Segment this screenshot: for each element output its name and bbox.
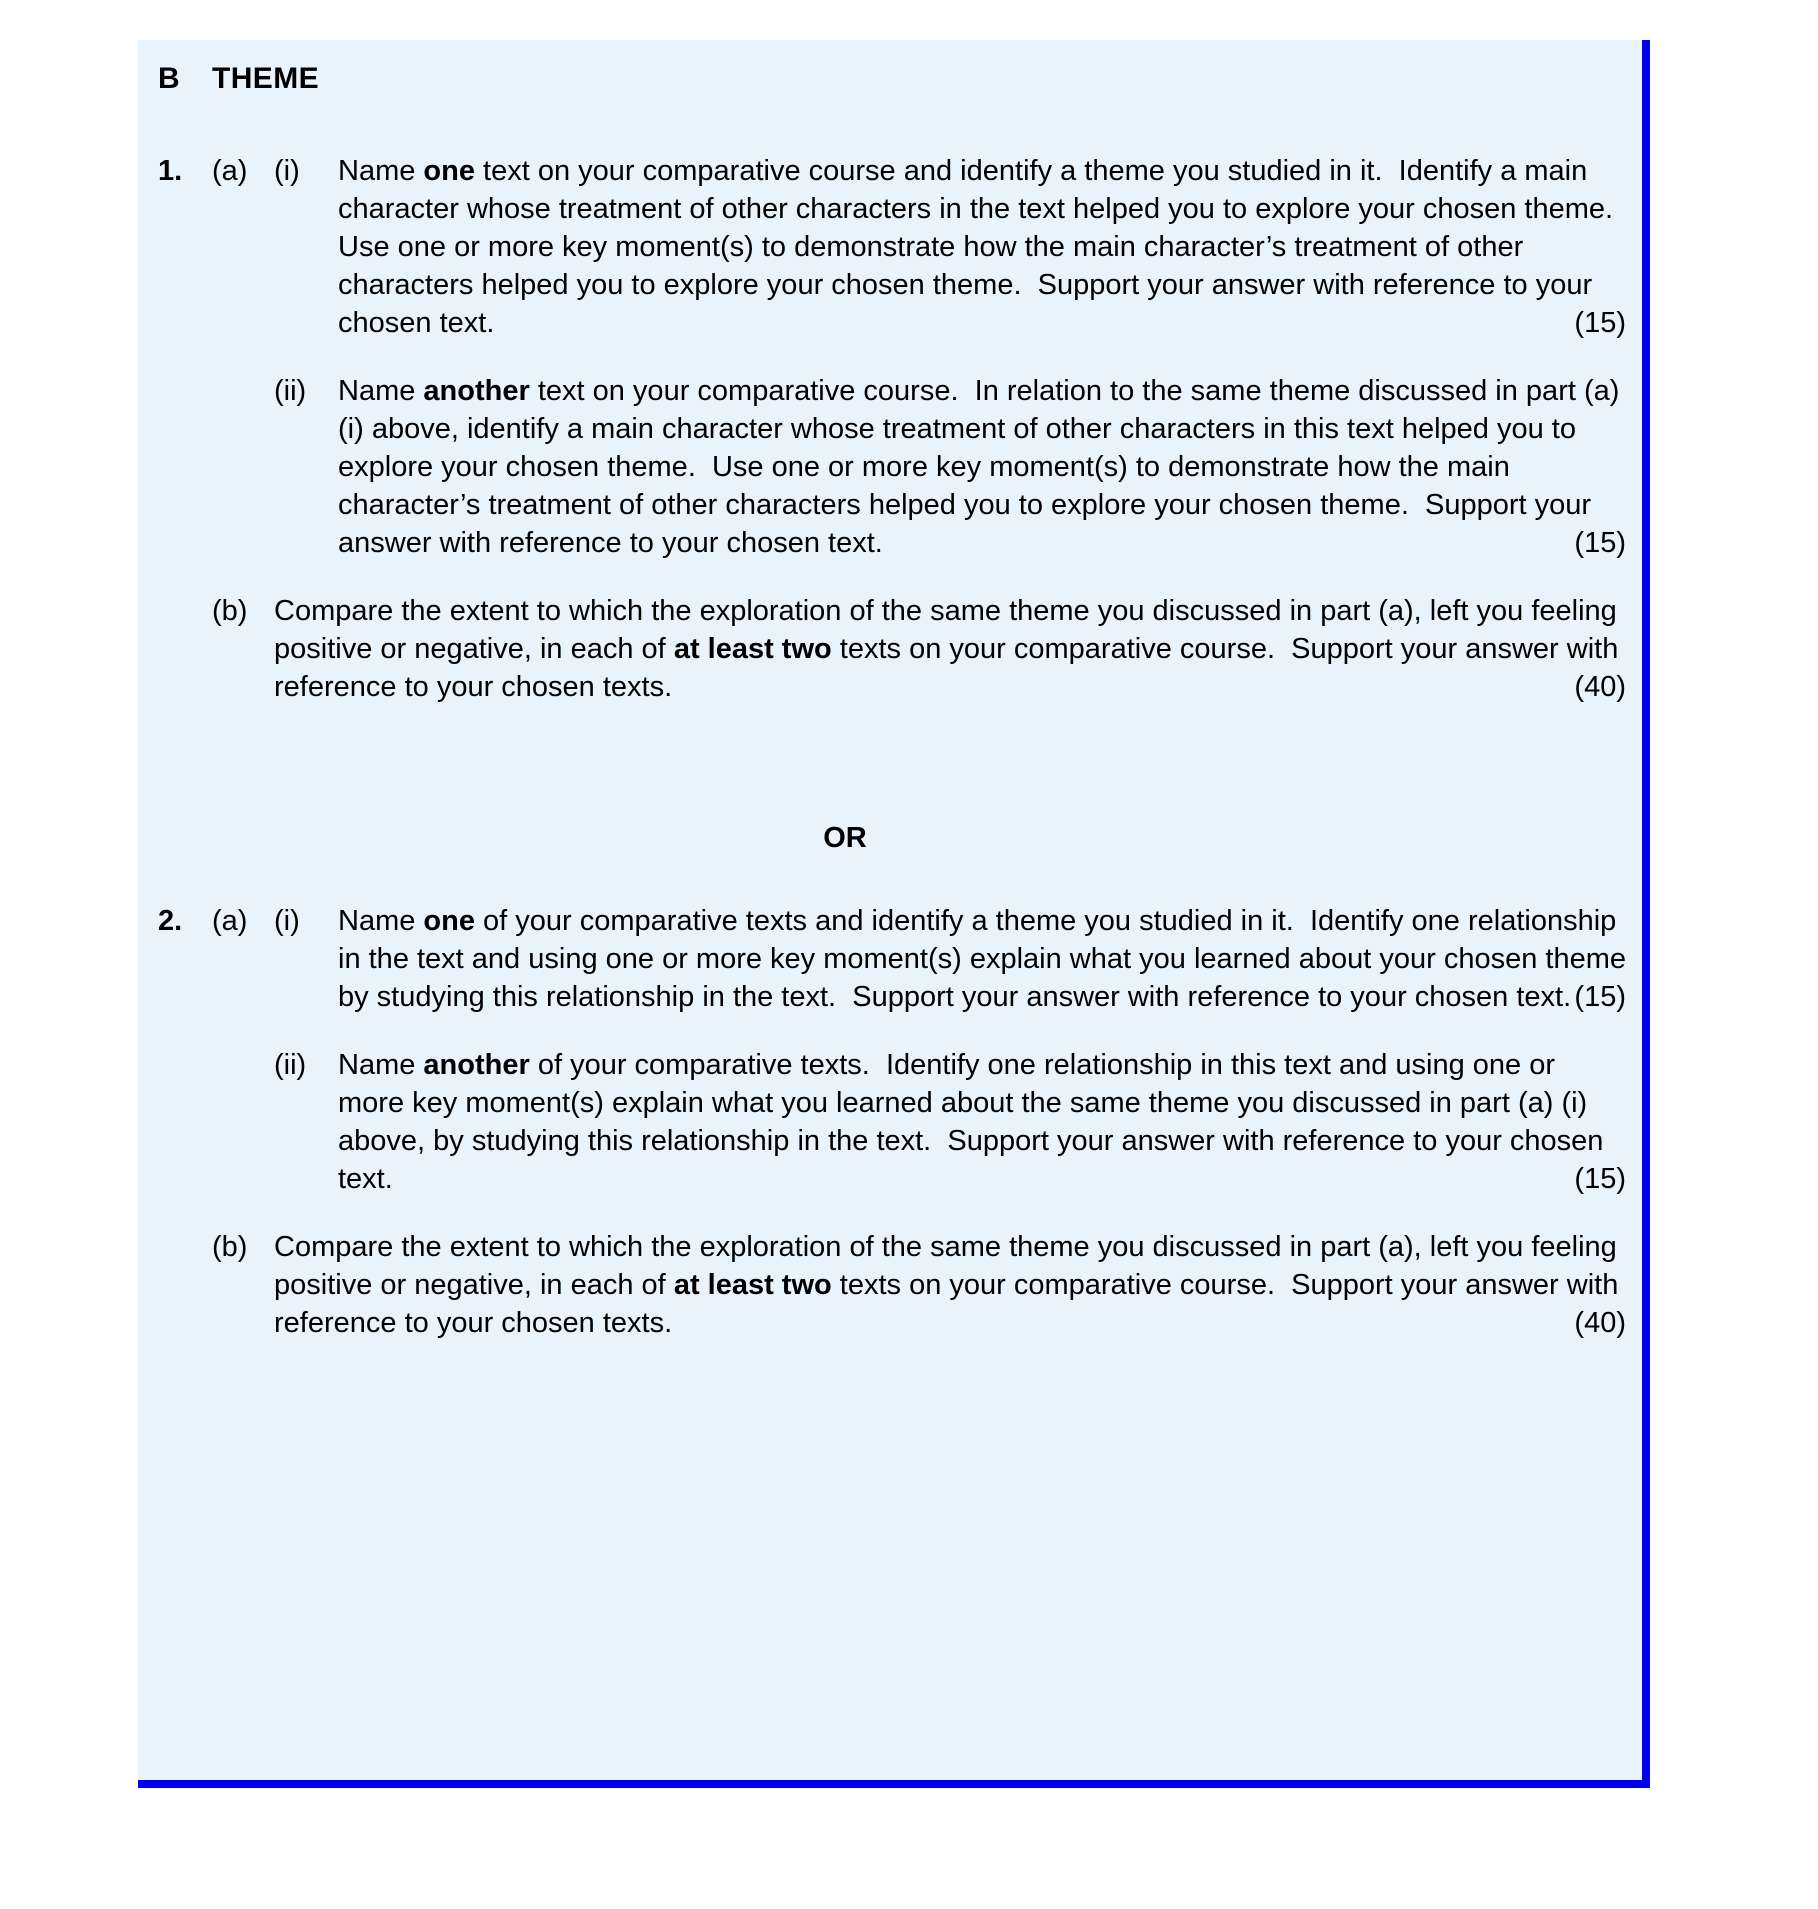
- question-1-part-a-ii-marks: (15): [1574, 527, 1626, 559]
- question-1: [138, 152, 1642, 706]
- question-2-part-a-i-body: [338, 902, 1642, 1016]
- question-1-part-b: [138, 592, 1642, 706]
- question-2-part-a-ii-text: Name another of your comparative texts. Identify one relationship in this text and using one or more key moment(s) explain what you learned about the same theme you discussed in part (a) (i) above, by studying this relationship in the text. Support your answer with reference to your chosen text.: [338, 1049, 1612, 1195]
- question-1-part-a-i-marks: (15): [1574, 307, 1626, 339]
- question-2-part-a-ii: [138, 1046, 1642, 1198]
- question-1-part-a-ii-roman: (ii): [274, 375, 307, 407]
- question-2-part-a-i-marks: (15): [1574, 981, 1626, 1013]
- question-2-part-b-body: [274, 1228, 1642, 1342]
- question-1-part-b-text: Compare the extent to which the exploration of the same theme you discussed in part (a), left you feeling positive or negative, in each of at least two texts on your comparative course. Support your answer with reference to your chosen texts.: [274, 595, 1627, 703]
- question-2-part-a-ii-marks: (15): [1574, 1163, 1626, 1195]
- question-1-part-b-body: [274, 592, 1642, 706]
- question-1-part-a-ii-text: Name another text on your comparative course. In relation to the same theme discussed in part (a) (i) above, identify a main character whose treatment of other characters in this text helped you to explore your chosen theme. Use one or more key moment(s) to demonstrate how the main character’s treatment of other characters helped you to explore your chosen theme. Support your answer with reference to your chosen text.: [338, 375, 1628, 559]
- question-2-part-a-ii-body: [338, 1046, 1642, 1198]
- question-2-part-b-marks: (40): [1574, 1307, 1626, 1339]
- question-1-part-a-ii-body: [338, 372, 1642, 562]
- question-2-number: 2.: [158, 905, 183, 937]
- question-2-part-a-i: [138, 902, 1642, 1016]
- question-1-part-a-i-roman: (i): [274, 155, 300, 187]
- question-1-part-a-i-text: Name one text on your comparative course and identify a theme you studied in it. Identify a main character whose treatment of other characters in the text helped you to explore your chosen theme. Use one or more key moment(s) to demonstrate how the main character’s treatment of other characters helped you to explore your chosen theme. Support your answer with reference to your chosen text.: [338, 155, 1630, 339]
- question-1-part-a-ii: [138, 372, 1642, 562]
- question-1-part-a-letter: (a): [212, 155, 248, 187]
- exam-question-panel: [138, 40, 1650, 1788]
- section-heading: [138, 62, 1642, 96]
- question-1-part-a-i-body: [338, 152, 1642, 342]
- question-1-part-b-letter: (b): [212, 595, 248, 627]
- question-1-part-a-i: [138, 152, 1642, 342]
- question-2-part-a-i-text: Name one of your comparative texts and identify a theme you studied in it. Identify one relationship in the text and using one or more key moment(s) explain what you learned about your chosen theme by studying this relationship in the text. Support your answer with reference to your chosen text.: [338, 905, 1635, 1013]
- question-2-part-b-letter: (b): [212, 1231, 248, 1263]
- question-1-number: 1.: [158, 155, 183, 187]
- question-2-part-b-text: Compare the extent to which the exploration of the same theme you discussed in part (a), left you feeling positive or negative, in each of at least two texts on your comparative course. Support your answer with reference to your chosen texts.: [274, 1231, 1627, 1339]
- question-2: [138, 902, 1642, 1342]
- question-2-part-a-letter: (a): [212, 905, 248, 937]
- section-title: THEME: [212, 62, 319, 95]
- question-2-part-a-ii-roman: (ii): [274, 1049, 307, 1081]
- or-divider: OR: [823, 822, 867, 854]
- question-2-part-b: [138, 1228, 1642, 1342]
- section-letter: B: [158, 62, 180, 95]
- question-1-part-b-marks: (40): [1574, 671, 1626, 703]
- question-2-part-a-i-roman: (i): [274, 905, 300, 937]
